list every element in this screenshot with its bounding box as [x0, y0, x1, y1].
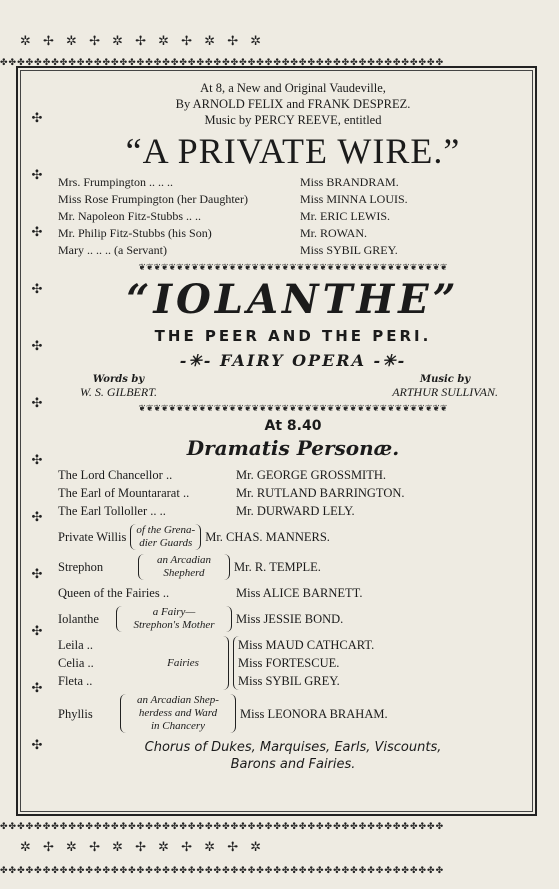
cast-row — [58, 242, 528, 259]
cast-row — [58, 225, 528, 242]
cast-role: Iolanthe — [58, 612, 99, 626]
cast-actor: Miss MAUD CATHCART. — [238, 638, 375, 652]
role-note: an Arcadian Shepherd — [138, 554, 230, 580]
dramatis-personae-heading: Dramatis Personæ. — [186, 436, 400, 460]
side-ornament-icon: ✣ — [31, 111, 43, 126]
side-ornament-icon: ✣ — [31, 624, 43, 639]
cast-role: The Lord Chancellor .. — [58, 468, 173, 482]
side-ornament-icon: ✣ — [31, 282, 43, 297]
cast-row — [58, 191, 528, 208]
music-label: Music by — [420, 374, 471, 385]
cast-role: Queen of the Fairies .. — [58, 586, 170, 600]
bottom-small-ornament-row: ✤✤✤✤✤✤✤✤✤✤✤✤✤✤✤✤✤✤✤✤✤✤✤✤✤✤✤✤✤✤✤✤✤✤✤✤✤✤✤✤✤✤✤✤✤✤✤✤✤✤✤✤ — [0, 822, 445, 832]
section-divider: ❦❦❦❦❦❦❦❦❦❦❦❦❦❦❦❦❦❦❦❦❦❦❦❦❦❦❦❦❦❦❦❦❦❦❦❦❦❦❦❦❦ — [138, 404, 448, 414]
section-divider: ❦❦❦❦❦❦❦❦❦❦❦❦❦❦❦❦❦❦❦❦❦❦❦❦❦❦❦❦❦❦❦❦❦❦❦❦❦❦❦❦❦ — [138, 263, 448, 273]
cast-role: Mrs. Frumpington .. .. .. — [58, 175, 174, 189]
cast-row — [58, 584, 528, 602]
side-ornament-icon: ✣ — [31, 567, 43, 582]
cast-row — [58, 484, 528, 502]
side-ornament-icon: ✣ — [31, 681, 43, 696]
cast-actor: Miss JESSIE BOND. — [236, 612, 344, 626]
opera-credits — [58, 374, 528, 400]
cast-row-strephon — [58, 554, 528, 580]
cast-role: Mr. Philip Fitz-Stubbs (his Son) — [58, 226, 212, 240]
cast-actor: Mr. R. TEMPLE. — [234, 560, 321, 574]
vaudeville-cast-list — [58, 174, 528, 259]
fairy-actors — [233, 636, 374, 690]
cast-row — [58, 208, 528, 225]
cast-role: The Earl Tolloller .. .. — [58, 504, 166, 518]
cast-role: Miss Rose Frumpington (her Daughter) — [58, 192, 248, 206]
cast-role: Fleta .. — [58, 674, 93, 688]
cast-actor: Mr. ERIC LEWIS. — [300, 209, 390, 223]
side-ornament-icon: ✣ — [31, 738, 43, 753]
bottom-edge-ornament-row: ✤✤✤✤✤✤✤✤✤✤✤✤✤✤✤✤✤✤✤✤✤✤✤✤✤✤✤✤✤✤✤✤✤✤✤✤✤✤✤✤✤✤✤✤✤✤✤✤✤✤✤✤ — [0, 866, 445, 876]
opera-time: At 8.40 — [264, 418, 322, 434]
fairy-roles — [58, 636, 134, 690]
cast-actor: Miss BRANDRAM. — [300, 175, 399, 189]
private-wire-title: “A PRIVATE WIRE.” — [125, 131, 461, 171]
cast-actor: Mr. DURWARD LELY. — [236, 504, 355, 518]
left-ornament-column — [28, 90, 46, 774]
music-name: ARTHUR SULLIVAN. — [392, 385, 498, 399]
chorus-line-1: Chorus of Dukes, Marquises, Earls, Viscounts, — [144, 740, 442, 755]
words-name: W. S. GILBERT. — [80, 385, 158, 399]
cast-role: Celia .. — [58, 656, 94, 670]
cast-actor: Miss LEONORA BRAHAM. — [240, 706, 388, 721]
opera-cast-list — [58, 466, 528, 733]
cast-row-willis — [58, 524, 528, 550]
vaudeville-line-2: By ARNOLD FELIX and FRANK DESPREZ. — [175, 97, 411, 111]
cast-actor: Miss SYBIL GREY. — [300, 243, 398, 257]
cast-actor: Miss FORTESCUE. — [238, 656, 340, 670]
cast-role: Strephon — [58, 560, 104, 574]
cast-actor: Mr. GEORGE GROSSMITH. — [236, 468, 387, 482]
side-ornament-icon: ✣ — [31, 339, 43, 354]
side-ornament-icon: ✣ — [31, 510, 43, 525]
role-note: of the Grena- dier Guards — [130, 524, 201, 550]
words-label: Words by — [92, 374, 145, 385]
opera-subtitle: THE PEER AND THE PERI. — [154, 327, 432, 345]
cast-actor: Miss ALICE BARNETT. — [236, 586, 363, 600]
words-credit — [80, 374, 157, 400]
role-note: an Arcadian Shep- herdess and Ward in Chancery — [120, 694, 236, 733]
cast-role: Private Willis — [58, 530, 127, 544]
side-ornament-icon: ✣ — [31, 225, 43, 240]
vaudeville-line-1: At 8, a New and Original Vaudeville, — [200, 81, 386, 95]
cast-role: The Earl of Mountararat .. — [58, 486, 190, 500]
side-ornament-icon: ✣ — [31, 396, 43, 411]
cast-actor: Miss SYBIL GREY. — [238, 674, 340, 688]
cast-row — [58, 502, 528, 520]
cast-actor: Mr. CHAS. MANNERS. — [205, 530, 330, 544]
music-credit — [392, 374, 498, 400]
top-ornament-row: ✲ ✢ ✲ ✢ ✲ ✢ ✲ ✢ ✲ ✢ ✲ — [20, 34, 266, 49]
role-note: Fairies — [138, 636, 229, 690]
playbill-content — [58, 80, 528, 773]
cast-role: Mr. Napoleon Fitz-Stubbs .. .. — [58, 209, 201, 223]
cast-role: Leila .. — [58, 638, 94, 652]
chorus-line-2: Barons and Fairies. — [230, 757, 356, 772]
iolanthe-title: “IOLANTHE” — [126, 276, 460, 323]
opera-genre: -✳- FAIRY OPERA -✳- — [179, 351, 407, 370]
role-note: a Fairy— Strephon's Mother — [116, 606, 232, 632]
bottom-ornament-row: ✲ ✢ ✲ ✢ ✲ ✢ ✲ ✢ ✲ ✢ ✲ — [20, 840, 266, 855]
cast-row — [58, 466, 528, 484]
vaudeville-line-3: Music by PERCY REEVE, entitled — [204, 113, 382, 127]
cast-row-phyllis — [58, 694, 528, 733]
top-small-ornament-row: ✤✤✤✤✤✤✤✤✤✤✤✤✤✤✤✤✤✤✤✤✤✤✤✤✤✤✤✤✤✤✤✤✤✤✤✤✤✤✤✤✤✤✤✤✤✤✤✤✤✤✤✤ — [0, 58, 445, 68]
side-ornament-icon: ✣ — [31, 453, 43, 468]
cast-actor: Mr. RUTLAND BARRINGTON. — [236, 486, 405, 500]
cast-group-fairies — [58, 636, 528, 690]
cast-role: Mary .. .. .. (a Servant) — [58, 243, 167, 257]
cast-role: Phyllis — [58, 706, 93, 721]
cast-actor: Miss MINNA LOUIS. — [300, 192, 408, 206]
cast-row — [58, 174, 528, 191]
cast-actor: Mr. ROWAN. — [300, 226, 368, 240]
cast-row-iolanthe — [58, 606, 528, 632]
side-ornament-icon: ✣ — [31, 168, 43, 183]
